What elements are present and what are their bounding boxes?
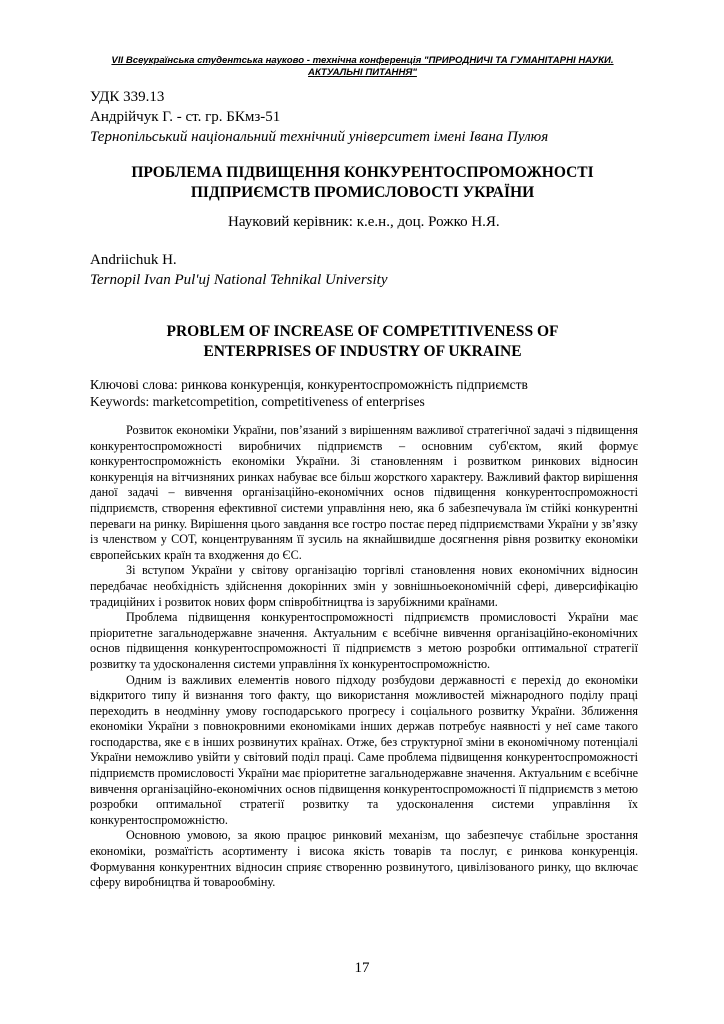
paper-title-ua-line1: ПРОБЛЕМА ПІДВИЩЕННЯ КОНКУРЕНТОСПРОМОЖНОСТІ (131, 164, 594, 181)
conference-header: VII Всеукраїнська студентська науково - технічна конференція "ПРИРОДНИЧІ ТА ГУМАНІТАРНІ НАУКИ. АКТУАЛЬНІ ПИТАННЯ" (111, 55, 614, 78)
keywords-ua: Ключові слова: ринкова конкуренція, конкурентоспроможність підприємств (90, 377, 528, 392)
paper-title-ua (90, 163, 635, 203)
keywords-en: Keywords: marketcompetition, competitiveness of enterprises (90, 394, 425, 409)
author-name-en: Andriichuk H. (90, 252, 177, 268)
paragraph: Основною умовою, за якою працює ринковий механізм, що забезпечує стабільне зростання економіки, розмаїтість асортименту і висока якість товарів та послуг, є ринкова конкуренція. Формування конкурентних відносин сприяє створенню розвинутого, цивілізованого ринку, що включає сферу виробництва й товарообміну. (90, 828, 638, 890)
author-name-ua: Андрійчук Г. - ст. гр. БКмз-51 (90, 109, 281, 125)
scientific-supervisor: Науковий керівник: к.е.н., доц. Рожко Н.Я. (228, 214, 500, 230)
paper-title-en-line2: ENTERPRISES OF INDUSTRY OF UKRAINE (203, 343, 522, 360)
udc-code: УДК 339.13 (90, 89, 165, 105)
paragraph: Проблема підвищення конкурентоспроможності підприємств промисловості України має пріоритетне загальнодержавне значення. Актуальним є всебічне вивчення організаційно-економічних основ підвищення конкурентоспроможності її підприємств з метою розробки оптимальної стратегії розвитку та удосконалення системи управління їх конкурентоспроможністю. (90, 610, 638, 671)
affiliation-en: Ternopil Ivan Pul'uj National Tehnikal University (90, 272, 388, 288)
paper-title-en (90, 322, 635, 362)
paragraph: Зі вступом України у світову організацію торгівлі становлення нових економічних відносин передбачає необхідність здійснення докорінних змін у зовнішньоекономічній сфері, диверсифікацію традиційних і розвиток нових форм співробітництва із зарубіжними країнами. (90, 563, 638, 609)
affiliation-ua: Тернопільський національний технічний університет імені Івана Пулюя (90, 129, 549, 145)
paragraph: Одним із важливих елементів нового підходу розбудови державності є перехід до економіки відкритого типу й визнання того факту, що використання можливостей міжнародного поділу праці переходить в неодмінну умову господарського прогресу і соціального розвитку України. Зближення економіки України з повнокровними економіками інших держав потребує наявності у неї саме такого господарства, яке є в інших розвинутих країнах. Отже, без структурної зміни в економічному потенціалі України неможливо увійти у світовий поділ праці. Саме проблема підвищення конкурентоспроможності підприємств промисловості України має пріоритетне загальнодержавне значення. Актуальним є всебічне вивчення організаційно-економічних основ підвищення конкурентоспроможності її підприємств з метою розробки оптимальної стратегії розвитку та удосконалення системи управління їх конкурентоспроможністю. (90, 672, 638, 827)
paragraph: Розвиток економіки України, пов’язаний з вирішенням важливої стратегічної задачі з підвищення конкурентоспроможності виробничих підприємств – основним суб'єктом, який формує конкурентоспроможність економіки України. Зі становленням і розвитком ринкових відносин конкуренція на вітчизняних ринках набуває все більш жорсткого характеру. Важливий фактор вирішення даної задачі – вивчення організаційно-економічних основ підвищення конкурентоспроможності підприємств, створення ефективної системи управління нею, яка б забезпечувала їм стійкі конкурентні переваги на ринку. Вирішення цього завдання все гостро постає перед підприємствами України у зв’язку із членством у СОТ, концентруванням її зусиль на якнайшвидше досягнення рівня розвитку економіки європейських країн та входження до ЄС. (90, 423, 638, 562)
body-text (90, 423, 638, 891)
page-number: 17 (354, 960, 370, 976)
author-block-en (90, 250, 650, 290)
author-block-ua (90, 87, 650, 147)
keywords-block (90, 376, 650, 410)
paper-title-ua-line2: ПІДПРИЄМСТВ ПРОМИСЛОВОСТІ УКРАЇНИ (190, 184, 535, 201)
paper-title-en-line1: PROBLEM OF INCREASE OF COMPETITIVENESS OF (166, 323, 559, 340)
